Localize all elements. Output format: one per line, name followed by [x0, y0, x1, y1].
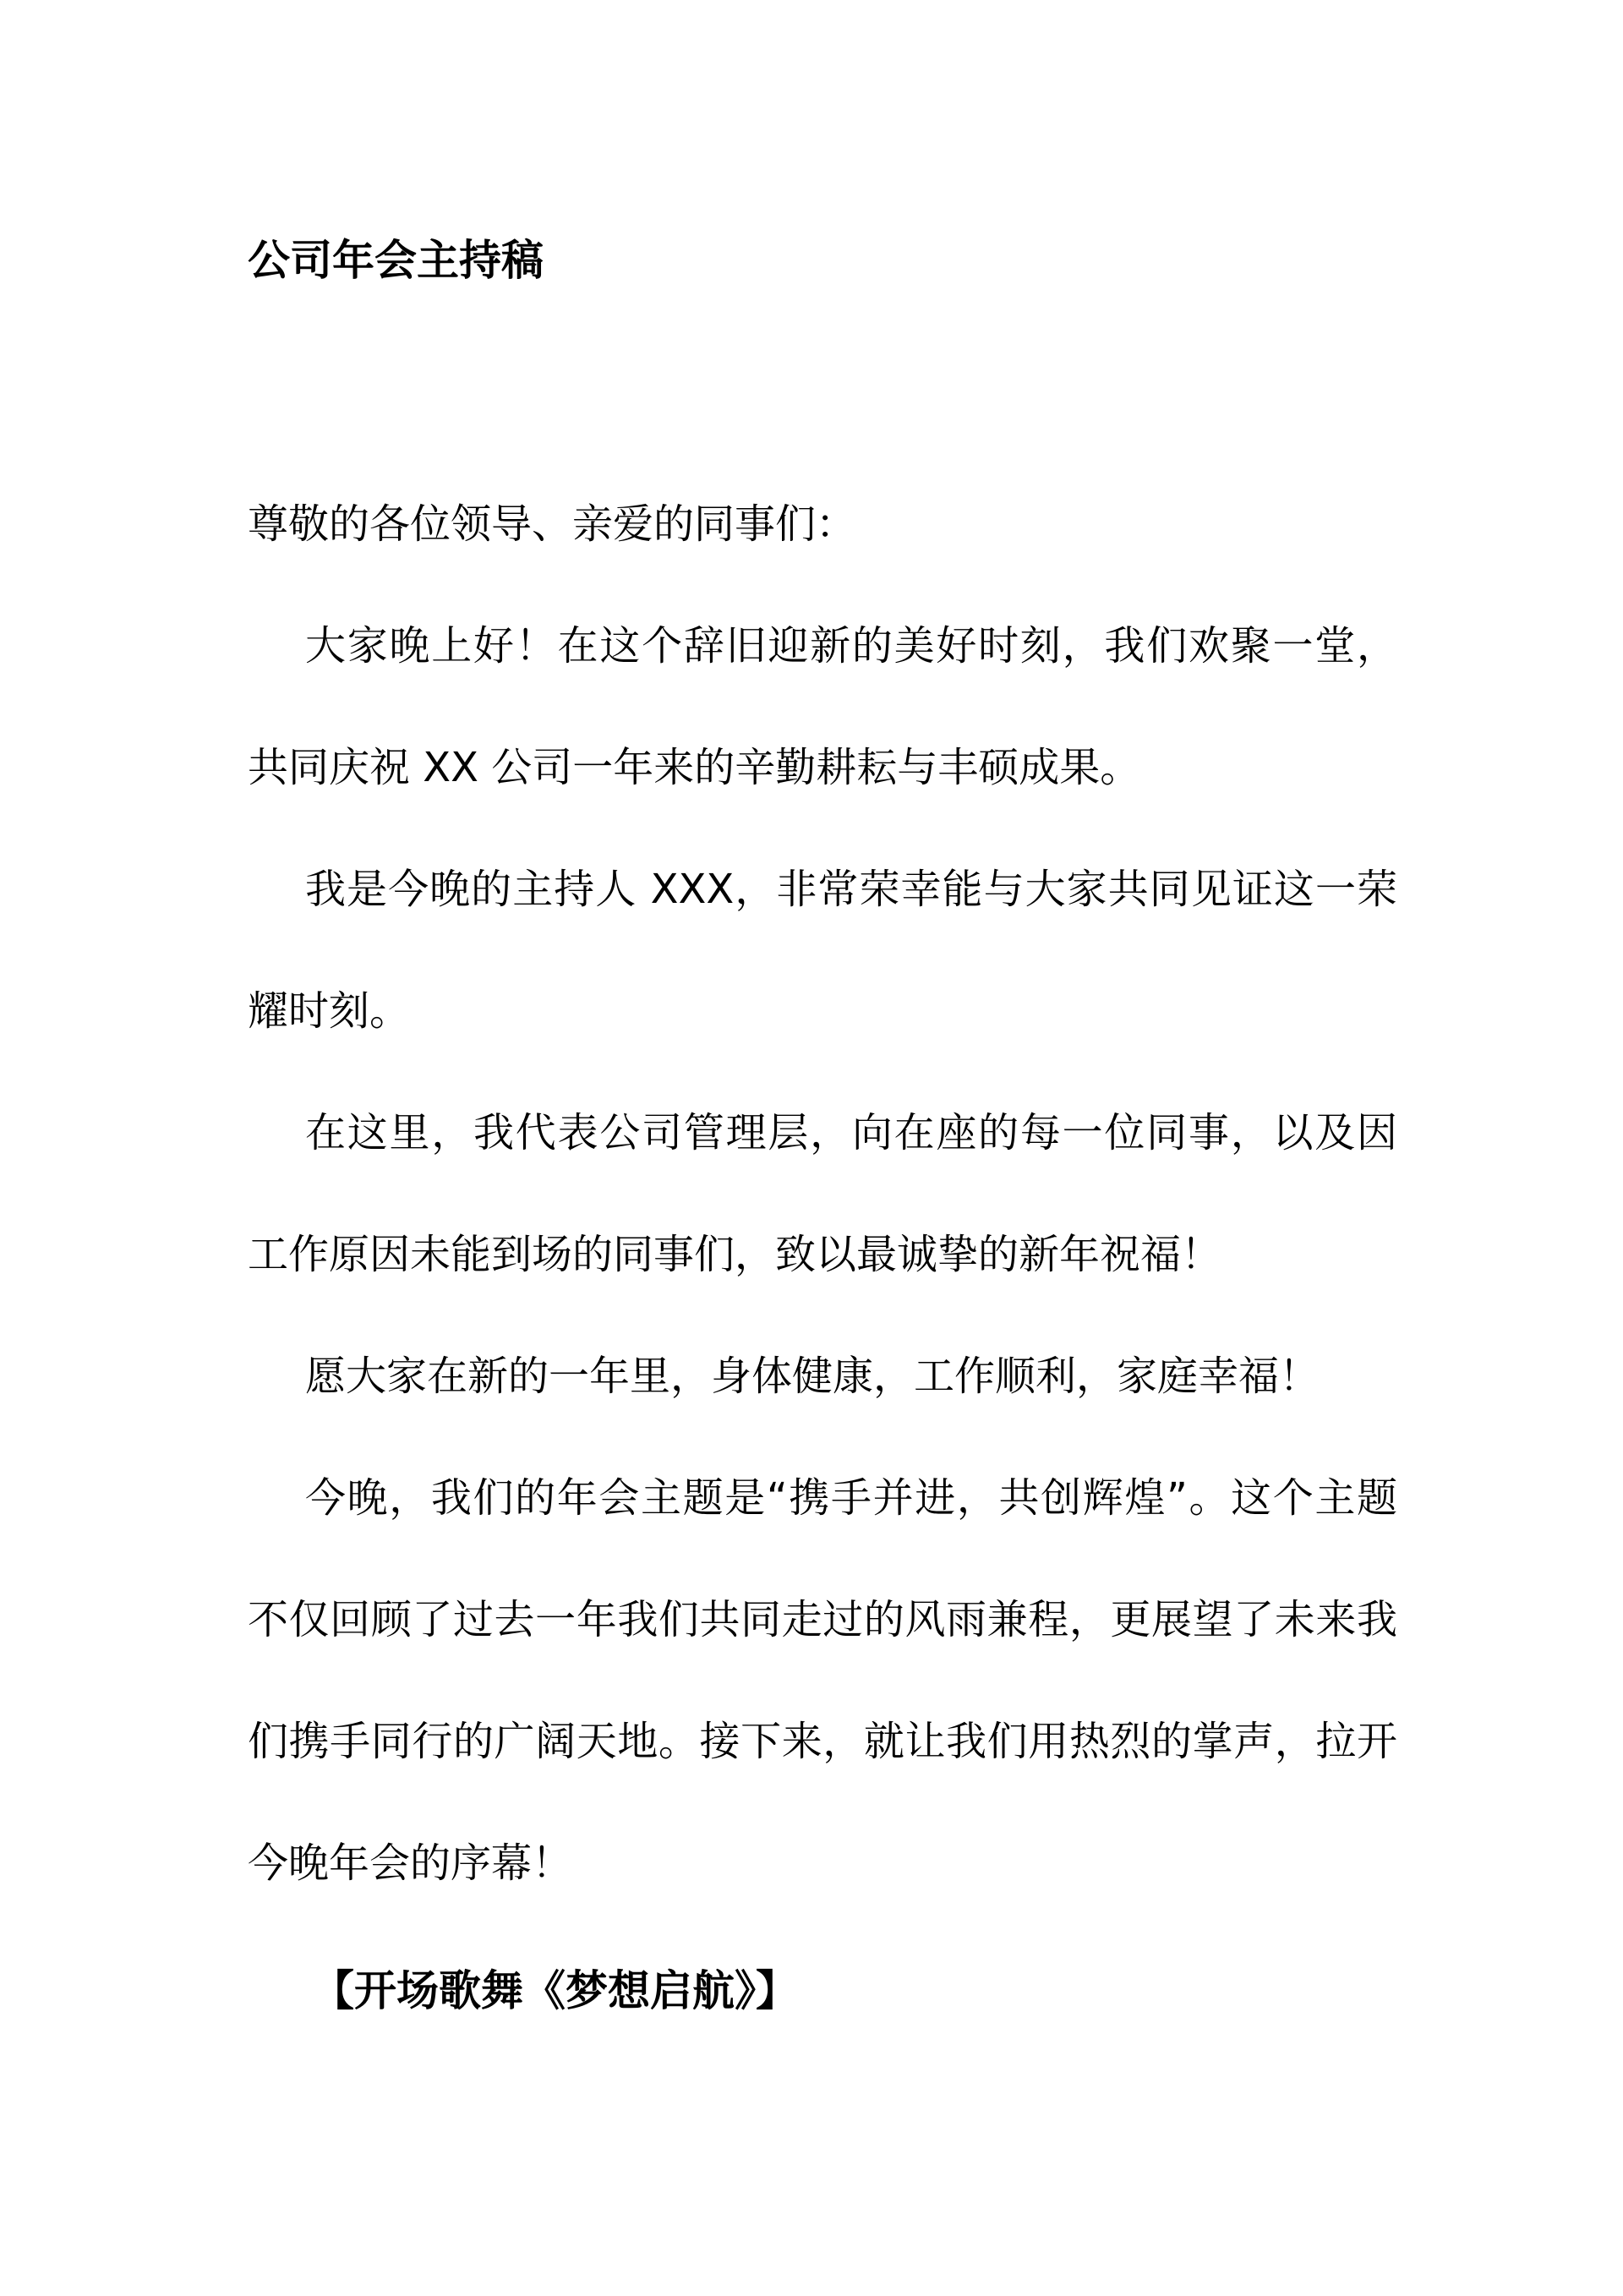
salutation: 尊敬的各位领导、亲爱的同事们：: [248, 500, 857, 548]
paragraph-theme: 今晚，我们的年会主题是“携手并进，共创辉煌”。这个主题不仅回顾了过去一年我们共同走过的风雨兼程，更展望了未来我们携手同行的广阔天地。接下来，就让我们用热烈的掌声，拉开今晚年会的序幕！: [248, 1474, 1397, 1887]
paragraph-host-intro: 我是今晚的主持人 XXX，非常荣幸能与大家共同见证这一荣耀时刻。: [248, 866, 1397, 1035]
paragraph-greeting: 大家晚上好！在这个辞旧迎新的美好时刻，我们欢聚一堂，共同庆祝 XX 公司一年来的辛勤耕耘与丰硕成果。: [248, 622, 1397, 791]
paragraph-new-year-wishes: 在这里，我代表公司管理层，向在座的每一位同事，以及因工作原因未能到场的同事们，致以最诚挚的新年祝福！: [248, 1109, 1397, 1278]
document-title: 公司年会主持稿: [248, 236, 544, 285]
program-item-opening: 【开场歌舞《梦想启航》】: [312, 1966, 798, 2015]
paragraph-blessing: 愿大家在新的一年里，身体健康，工作顺利，家庭幸福！: [305, 1353, 1320, 1400]
